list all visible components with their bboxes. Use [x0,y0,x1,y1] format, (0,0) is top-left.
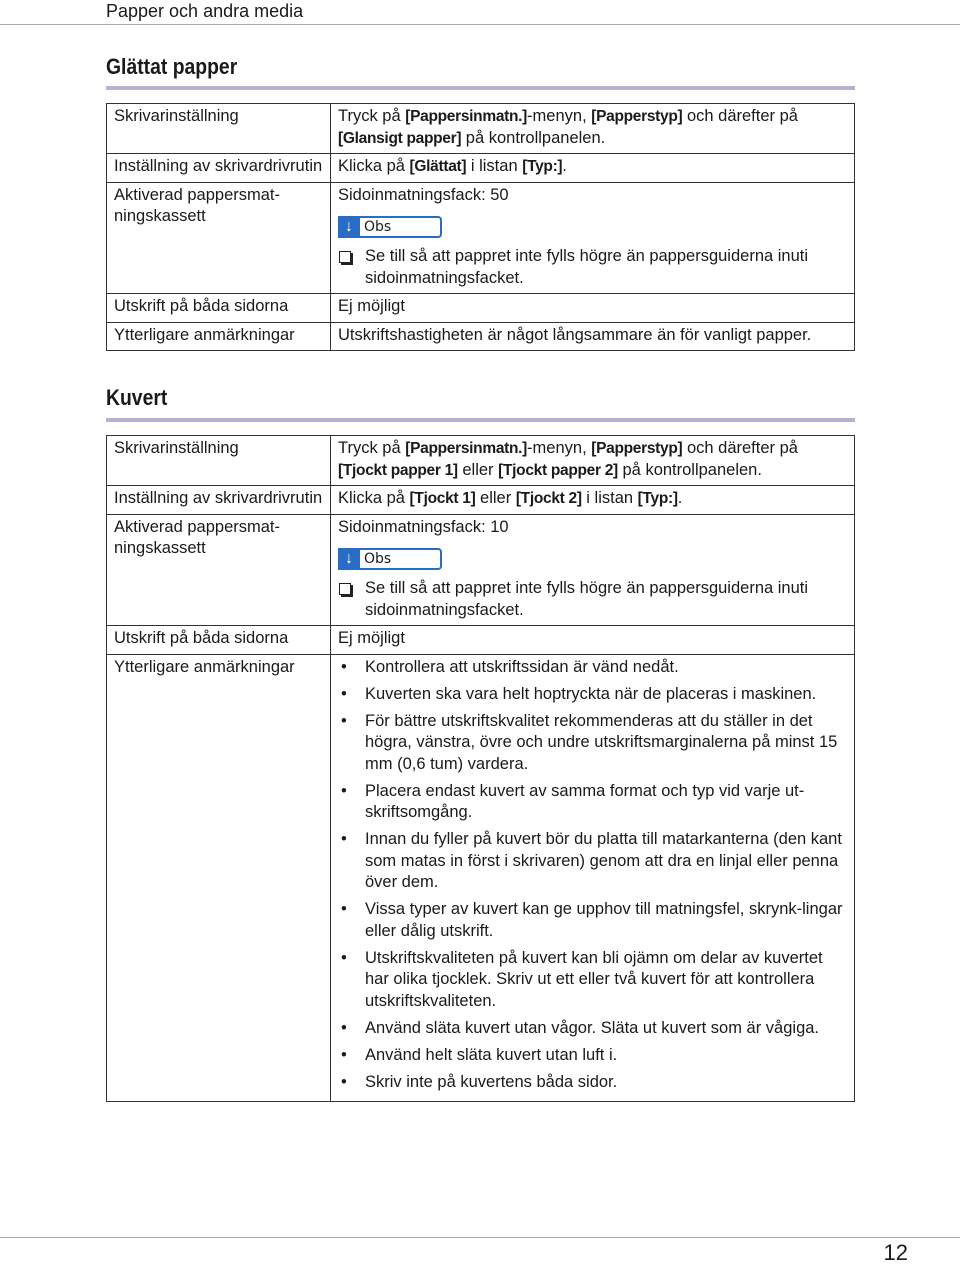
row-label: Skrivarinställning [107,436,331,486]
row-value [331,514,855,626]
bullet-icon: • [341,1018,347,1037]
row-label: Ytterligare anmärkningar [107,322,331,351]
list-item: • För bättre utskriftskvalitet rekommenderas att du ställer in det högra, vänstra, övre och undre utskriftsmarginalerna på minst 15 mm (0,6 tum) vardera. [341,711,838,773]
header-rule [0,24,960,25]
row-value: Tryck på [Pappersinmatn.]-menyn, [Papperstyp] och därefter på [Tjockt papper 1] eller [Tjockt papper 2] på kontrollpanelen. [331,436,855,486]
section-rule [106,418,855,422]
checkbox-bullet-icon [339,251,351,263]
tray-value: Sidoinmatningsfack: 10 [338,517,509,536]
list-item: • Skriv inte på kuvertens båda sidor. [338,1072,847,1094]
footer-rule [0,1237,960,1238]
row-label: Skrivarinställning [107,104,331,154]
arrow-down-icon: ↓ [338,548,360,570]
bullet-icon: • [341,711,347,730]
row-value [331,654,855,1102]
row-value: Klicka på [Tjockt 1] eller [Tjockt 2] i listan [Typ:]. [331,486,855,515]
running-header: Papper och andra media [106,1,304,21]
row-value: Klicka på [Glättat] i listan [Typ:]. [331,154,855,183]
table-row [107,654,855,1102]
row-label: Inställning av skrivardrivrutin [107,154,331,183]
obs-label: ↓ Obs [338,216,442,238]
table-row [107,436,855,486]
row-label: Utskrift på båda sidorna [107,626,331,655]
row-value: Utskriftshastigheten är något långsammare än för vanligt papper. [331,322,855,351]
list-item: • Vissa typer av kuvert kan ge upphov till matningsfel, skrynk-lingar eller dålig utskrift. [341,900,843,940]
bullet-icon: • [341,900,347,918]
table-row [107,626,855,655]
spec-table-kuvert [106,435,855,1102]
obs-label: ↓ Obs [338,548,442,570]
tray-value: Sidoinmatningsfack: 50 [338,185,509,204]
bullet-icon: • [341,830,347,848]
section-title-glattat: Glättat papper [106,54,238,79]
row-label: Inställning av skrivardrivrutin [107,486,331,515]
section-rule [106,86,855,90]
bullet-icon: • [341,948,347,967]
list-item: • Kontrollera att utskriftssidan är vänd nedåt. [338,657,847,679]
list-item: • Kuverten ska vara helt hoptryckta när de placeras i maskinen. [338,684,847,706]
table-row [107,154,855,183]
remarks-list [338,657,847,1094]
bullet-icon: • [341,684,347,703]
table-row [107,322,855,351]
table-row [107,104,855,154]
list-item: • Utskriftskvaliteten på kuvert kan bli ojämn om delar av kuvertet har olika tjocklek. Skriv ut ett eller två kuvert för att kontrollera utskriftskvaliteten. [341,948,823,1010]
spec-table-glattat [106,103,855,351]
row-value: Ej möjligt [331,626,855,655]
bullet-icon: • [341,1072,347,1091]
table-row [107,182,855,294]
table-row [107,294,855,323]
row-label: Utskrift på båda sidorna [107,294,331,323]
list-item: • Använd släta kuvert utan vågor. Släta ut kuvert som är vågiga. [338,1018,847,1040]
checkbox-bullet-icon [339,583,351,595]
arrow-down-icon: ↓ [338,216,360,238]
note-item: Se till så att pappret inte fylls högre än pappersguiderna inuti sidoinmatningsfacket. [338,246,847,289]
list-item: • Innan du fyller på kuvert bör du platta till matarkanterna (den kant som matas in först i skrivaren) genom att dra en linjal eller penna över dem. [341,830,842,891]
row-label: Aktiverad pappersmat-ningskassett [107,182,331,294]
list-item: • Använd helt släta kuvert utan luft i. [338,1045,847,1067]
note-item: Se till så att pappret inte fylls högre än pappersguiderna inuti sidoinmatningsfacket. [338,578,847,621]
page-number: 12 [883,1240,908,1265]
table-row [107,486,855,515]
table-row [107,514,855,626]
section-title-kuvert: Kuvert [106,385,168,410]
row-value: Tryck på [Pappersinmatn.]-menyn, [Papperstyp] och därefter på [Glansigt papper] på kontrollpanelen. [331,104,855,154]
row-label: Aktiverad pappersmat-ningskassett [107,514,331,626]
bullet-icon: • [341,1045,347,1064]
bullet-icon: • [341,657,347,676]
row-value [331,182,855,294]
row-label: Ytterligare anmärkningar [107,654,331,1102]
row-value: Ej möjligt [331,294,855,323]
list-item: • Placera endast kuvert av samma format och typ vid varje ut-skriftsomgång. [341,781,805,821]
bullet-icon: • [341,781,347,800]
